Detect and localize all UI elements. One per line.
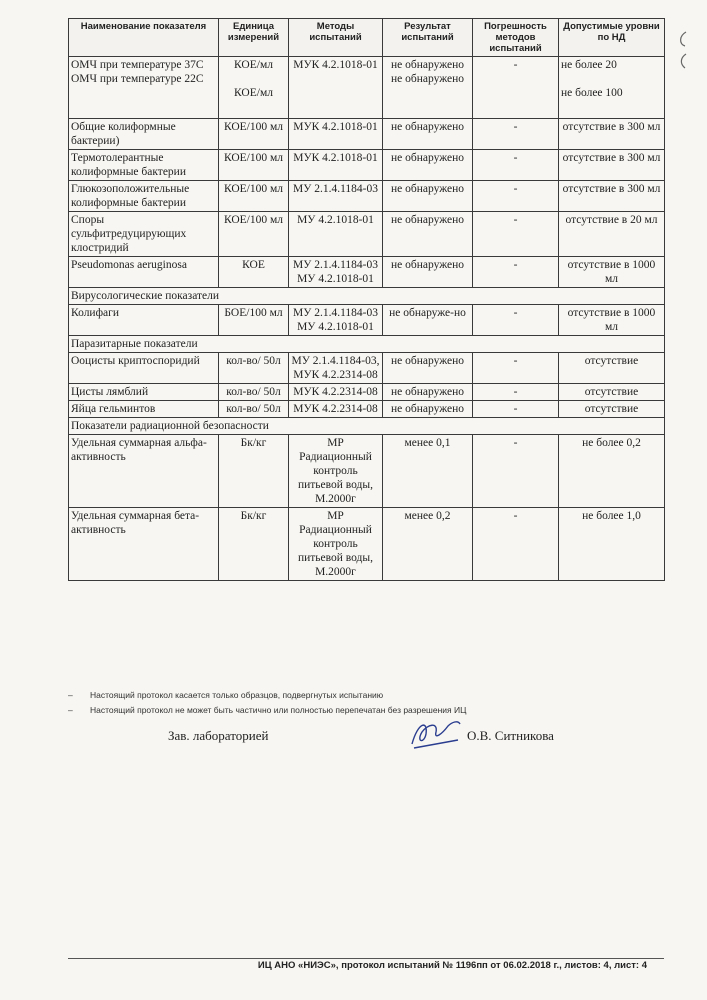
row-norm: не более 20 — [561, 59, 617, 71]
row-result: не обнаружено — [383, 384, 473, 401]
table-row — [69, 305, 665, 336]
table-row — [69, 150, 665, 181]
row-name-cell — [69, 57, 219, 119]
signature-name: О.В. Ситникова — [467, 728, 554, 743]
header-method: Методы испытаний — [289, 19, 383, 57]
table-row — [69, 353, 665, 384]
note-dash: – — [68, 705, 73, 715]
table-row — [69, 401, 665, 418]
table-row — [69, 384, 665, 401]
row-result: не обнаружено — [383, 181, 473, 212]
row-method-cell — [289, 257, 383, 288]
row-error: - — [473, 119, 559, 150]
row-method: МР Радиационный контроль питьевой воды, М.2000г — [289, 435, 383, 508]
table-row — [69, 435, 665, 508]
row-method: МУК 4.2.2314-08 — [293, 369, 378, 381]
table-row — [69, 508, 665, 581]
row-method: МУК 4.2.2314-08 — [289, 401, 383, 418]
row-method-cell — [289, 305, 383, 336]
header-unit: Единица измерений — [219, 19, 289, 57]
header-name: Наименование показателя — [69, 19, 219, 57]
row-error: - — [473, 401, 559, 418]
row-method: МУ 4.2.1018-01 — [297, 321, 374, 333]
row-name: Яйца гельминтов — [69, 401, 219, 418]
row-unit-cell — [219, 57, 289, 119]
row-unit: КОЕ — [219, 257, 289, 288]
row-norm: не более 1,0 — [559, 508, 665, 581]
row-name: Общие колиформные бактерии) — [69, 119, 219, 150]
row-unit: КОЕ/100 мл — [219, 181, 289, 212]
notes-block — [68, 688, 668, 718]
row-unit: КОЕ/100 мл — [219, 212, 289, 257]
row-unit: КОЕ/100 мл — [219, 150, 289, 181]
row-result-cell — [383, 57, 473, 119]
row-error: - — [473, 181, 559, 212]
header-error: Погрешность методов испытаний — [473, 19, 559, 57]
row-error: - — [473, 353, 559, 384]
row-norm: отсутствие — [559, 401, 665, 418]
row-norm: отсутствие в 300 мл — [559, 181, 665, 212]
section-row — [69, 288, 665, 305]
section-title: Вирусологические показатели — [69, 288, 665, 305]
row-method: МУК 4.2.1018-01 — [289, 57, 383, 119]
row-result: не обнаружено — [383, 353, 473, 384]
row-method: МУК 4.2.1018-01 — [289, 119, 383, 150]
table-row — [69, 119, 665, 150]
row-method: МР Радиационный контроль питьевой воды, М.2000г — [289, 508, 383, 581]
row-method: МУ 4.2.1018-01 — [297, 273, 374, 285]
row-method: МУ 2.1.4.1184-03 — [289, 181, 383, 212]
table-row — [69, 181, 665, 212]
row-result: не обнаруже-но — [383, 305, 473, 336]
row-method: МУ 4.2.1018-01 — [289, 212, 383, 257]
row-result: не обнаружено — [383, 119, 473, 150]
note-text: Настоящий протокол не может быть частично или полностью перепечатан без разрешения ИЦ — [90, 705, 467, 715]
row-result: не обнаружено — [391, 73, 464, 85]
header-norm: Допустимые уровни по НД — [559, 19, 665, 57]
note-dash: – — [68, 690, 73, 700]
row-name: ОМЧ при температуре 37С — [71, 59, 204, 71]
row-name: Pseudomonas aeruginosa — [69, 257, 219, 288]
row-method: МУК 4.2.2314-08 — [289, 384, 383, 401]
row-result: не обнаружено — [383, 257, 473, 288]
row-unit: кол-во/ 50л — [219, 353, 289, 384]
row-error: - — [473, 384, 559, 401]
section-row — [69, 418, 665, 435]
row-error: - — [473, 212, 559, 257]
signature-title: Зав. лабораторией — [168, 728, 269, 743]
header-result: Результат испытаний — [383, 19, 473, 57]
row-method: МУ 2.1.4.1184-03 — [292, 259, 379, 271]
table-row — [69, 57, 665, 119]
section-title: Показатели радиационной безопасности — [69, 418, 665, 435]
row-method: МУК 4.2.1018-01 — [289, 150, 383, 181]
table-header-row — [69, 19, 665, 57]
row-error: - — [473, 57, 559, 119]
row-norm: отсутствие в 300 мл — [559, 119, 665, 150]
table-row — [69, 257, 665, 288]
note-item — [68, 688, 668, 703]
row-error: - — [473, 305, 559, 336]
row-norm: не более 0,2 — [559, 435, 665, 508]
note-item — [68, 703, 668, 718]
footer-divider — [68, 958, 664, 959]
row-name: Удельная суммарная альфа-активность — [69, 435, 219, 508]
row-result: менее 0,2 — [383, 508, 473, 581]
row-name: ОМЧ при температуре 22С — [71, 73, 204, 85]
page-footer: ИЦ АНО «НИЭС», протокол испытаний № 1196пп от 06.02.2018 г., листов: 4, лист: 4 — [257, 960, 647, 971]
row-result: менее 0,1 — [383, 435, 473, 508]
section-title: Паразитарные показатели — [69, 336, 665, 353]
row-result: не обнаружено — [391, 59, 464, 71]
row-name: Споры сульфитредуцирующих клостридий — [69, 212, 219, 257]
row-norm-cell — [559, 57, 665, 119]
note-text: Настоящий протокол касается только образцов, подвергнутых испытанию — [90, 690, 384, 700]
margin-mark — [677, 30, 689, 70]
row-error: - — [473, 435, 559, 508]
row-norm: отсутствие в 20 мл — [559, 212, 665, 257]
row-method: МУ 2.1.4.1184-03, — [291, 355, 380, 367]
row-norm: отсутствие — [559, 353, 665, 384]
row-unit: БОЕ/100 мл — [219, 305, 289, 336]
row-error: - — [473, 150, 559, 181]
row-name: Глюкозоположительные колиформные бактерии — [69, 181, 219, 212]
row-norm: отсутствие в 1000 мл — [559, 257, 665, 288]
row-name: Термотолерантные колиформные бактерии — [69, 150, 219, 181]
results-table — [68, 18, 665, 581]
row-norm: отсутствие — [559, 384, 665, 401]
row-result: не обнаружено — [383, 212, 473, 257]
row-result: не обнаружено — [383, 401, 473, 418]
row-name: Цисты лямблий — [69, 384, 219, 401]
row-norm: не более 100 — [561, 87, 623, 99]
row-name: Удельная суммарная бета-активность — [69, 508, 219, 581]
row-unit: КОЕ/100 мл — [219, 119, 289, 150]
row-error: - — [473, 508, 559, 581]
row-unit: КОЕ/мл — [234, 87, 273, 99]
row-unit: КОЕ/мл — [234, 59, 273, 71]
row-unit: Бк/кг — [219, 508, 289, 581]
row-name: Колифаги — [69, 305, 219, 336]
row-name: Ооцисты криптоспоридий — [69, 353, 219, 384]
table-row — [69, 212, 665, 257]
row-unit: кол-во/ 50л — [219, 384, 289, 401]
row-norm: отсутствие в 300 мл — [559, 150, 665, 181]
handwritten-signature — [408, 714, 464, 752]
row-error: - — [473, 257, 559, 288]
section-row — [69, 336, 665, 353]
row-method-cell — [289, 353, 383, 384]
row-unit: кол-во/ 50л — [219, 401, 289, 418]
row-result: не обнаружено — [383, 150, 473, 181]
row-unit: Бк/кг — [219, 435, 289, 508]
row-norm: отсутствие в 1000 мл — [559, 305, 665, 336]
row-method: МУ 2.1.4.1184-03 — [292, 307, 379, 319]
